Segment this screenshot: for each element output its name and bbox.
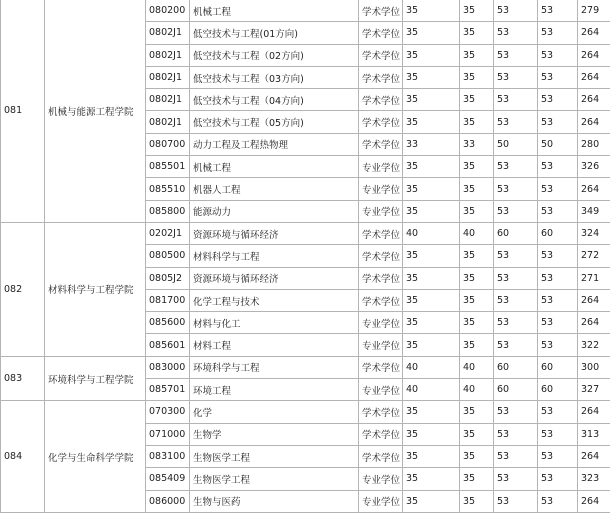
politics-score-cell: 35 [403,66,460,88]
subject2-score-cell: 53 [538,289,578,311]
total-score-cell: 264 [578,66,610,88]
subject1-score-cell: 53 [494,200,538,222]
major-code-cell: 081700 [146,289,190,311]
foreign-lang-score-cell: 35 [460,423,494,445]
major-name-cell: 机械工程 [190,156,359,178]
subject1-score-cell: 53 [494,156,538,178]
college-code-cell: 082 [1,222,45,356]
subject1-score-cell: 53 [494,111,538,133]
total-score-cell: 264 [578,289,610,311]
degree-type-cell: 学术学位 [359,22,403,44]
subject2-score-cell: 53 [538,44,578,66]
politics-score-cell: 40 [403,356,460,378]
politics-score-cell: 35 [403,423,460,445]
major-name-cell: 低空技术与工程（05方向) [190,111,359,133]
subject2-score-cell: 53 [538,178,578,200]
major-code-cell: 0202J1 [146,222,190,244]
subject1-score-cell: 60 [494,222,538,244]
foreign-lang-score-cell: 35 [460,22,494,44]
major-code-cell: 0802J1 [146,22,190,44]
major-code-cell: 085510 [146,178,190,200]
total-score-cell: 264 [578,445,610,467]
degree-type-cell: 学术学位 [359,44,403,66]
politics-score-cell: 35 [403,111,460,133]
foreign-lang-score-cell: 35 [460,334,494,356]
college-name-cell: 机械与能源工程学院 [45,0,146,222]
table-row [1,222,610,244]
major-code-cell: 080700 [146,133,190,155]
subject1-score-cell: 53 [494,178,538,200]
politics-score-cell: 40 [403,379,460,401]
major-code-cell: 085409 [146,468,190,490]
subject1-score-cell: 53 [494,490,538,512]
subject2-score-cell: 53 [538,423,578,445]
subject1-score-cell: 53 [494,423,538,445]
degree-type-cell: 专业学位 [359,468,403,490]
major-name-cell: 资源环境与循环经济 [190,267,359,289]
foreign-lang-score-cell: 35 [460,0,494,22]
politics-score-cell: 35 [403,267,460,289]
major-code-cell: 085701 [146,379,190,401]
degree-type-cell: 学术学位 [359,222,403,244]
major-name-cell: 动力工程及工程热物理 [190,133,359,155]
subject2-score-cell: 53 [538,89,578,111]
subject1-score-cell: 53 [494,245,538,267]
degree-type-cell: 学术学位 [359,66,403,88]
politics-score-cell: 35 [403,22,460,44]
subject2-score-cell: 53 [538,156,578,178]
degree-type-cell: 专业学位 [359,156,403,178]
total-score-cell: 272 [578,245,610,267]
foreign-lang-score-cell: 40 [460,222,494,244]
subject2-score-cell: 53 [538,245,578,267]
subject1-score-cell: 53 [494,66,538,88]
politics-score-cell: 35 [403,334,460,356]
subject2-score-cell: 60 [538,379,578,401]
major-code-cell: 085601 [146,334,190,356]
politics-score-cell: 35 [403,178,460,200]
politics-score-cell: 35 [403,468,460,490]
subject1-score-cell: 53 [494,289,538,311]
major-name-cell: 机器人工程 [190,178,359,200]
subject2-score-cell: 50 [538,133,578,155]
degree-type-cell: 专业学位 [359,178,403,200]
major-code-cell: 085800 [146,200,190,222]
subject2-score-cell: 53 [538,468,578,490]
total-score-cell: 279 [578,0,610,22]
degree-type-cell: 学术学位 [359,423,403,445]
total-score-cell: 300 [578,356,610,378]
subject2-score-cell: 53 [538,334,578,356]
table-row [1,356,610,378]
major-code-cell: 085501 [146,156,190,178]
college-code-cell: 081 [1,0,45,222]
subject2-score-cell: 53 [538,0,578,22]
degree-type-cell: 学术学位 [359,267,403,289]
degree-type-cell: 学术学位 [359,289,403,311]
college-name-cell: 材料科学与工程学院 [45,222,146,356]
total-score-cell: 264 [578,22,610,44]
subject2-score-cell: 60 [538,356,578,378]
major-name-cell: 化学 [190,401,359,423]
degree-type-cell: 专业学位 [359,379,403,401]
degree-type-cell: 专业学位 [359,490,403,512]
politics-score-cell: 35 [403,312,460,334]
major-name-cell: 化学工程与技术 [190,289,359,311]
total-score-cell: 271 [578,267,610,289]
major-code-cell: 070300 [146,401,190,423]
subject1-score-cell: 53 [494,312,538,334]
foreign-lang-score-cell: 35 [460,245,494,267]
degree-type-cell: 专业学位 [359,200,403,222]
politics-score-cell: 35 [403,490,460,512]
college-code-cell: 084 [1,401,45,512]
politics-score-cell: 35 [403,289,460,311]
foreign-lang-score-cell: 35 [460,289,494,311]
total-score-cell: 264 [578,178,610,200]
subject1-score-cell: 60 [494,356,538,378]
foreign-lang-score-cell: 35 [460,178,494,200]
total-score-cell: 322 [578,334,610,356]
degree-type-cell: 学术学位 [359,133,403,155]
foreign-lang-score-cell: 35 [460,156,494,178]
subject2-score-cell: 53 [538,312,578,334]
major-name-cell: 生物与医药 [190,490,359,512]
major-code-cell: 0802J1 [146,89,190,111]
degree-type-cell: 学术学位 [359,111,403,133]
total-score-cell: 327 [578,379,610,401]
major-code-cell: 083000 [146,356,190,378]
foreign-lang-score-cell: 35 [460,401,494,423]
subject2-score-cell: 53 [538,490,578,512]
major-name-cell: 生物医学工程 [190,468,359,490]
subject2-score-cell: 53 [538,22,578,44]
total-score-cell: 264 [578,89,610,111]
subject1-score-cell: 53 [494,267,538,289]
major-name-cell: 机械工程 [190,0,359,22]
major-code-cell: 080200 [146,0,190,22]
major-name-cell: 低空技术与工程(01方向) [190,22,359,44]
major-code-cell: 083100 [146,445,190,467]
major-code-cell: 0802J1 [146,44,190,66]
subject2-score-cell: 53 [538,267,578,289]
major-name-cell: 生物医学工程 [190,445,359,467]
foreign-lang-score-cell: 35 [460,66,494,88]
major-name-cell: 环境工程 [190,379,359,401]
table-row [1,0,610,22]
major-name-cell: 环境科学与工程 [190,356,359,378]
subject2-score-cell: 53 [538,200,578,222]
foreign-lang-score-cell: 35 [460,267,494,289]
major-code-cell: 0802J1 [146,111,190,133]
total-score-cell: 349 [578,200,610,222]
major-code-cell: 080500 [146,245,190,267]
subject1-score-cell: 53 [494,44,538,66]
major-name-cell: 低空技术与工程（03方向) [190,66,359,88]
degree-type-cell: 学术学位 [359,0,403,22]
subject2-score-cell: 53 [538,111,578,133]
total-score-cell: 264 [578,44,610,66]
total-score-cell: 326 [578,156,610,178]
table-row [1,401,610,423]
college-name-cell: 环境科学与工程学院 [45,356,146,401]
major-name-cell: 能源动力 [190,200,359,222]
total-score-cell: 324 [578,222,610,244]
subject1-score-cell: 53 [494,445,538,467]
major-name-cell: 资源环境与循环经济 [190,222,359,244]
total-score-cell: 264 [578,490,610,512]
foreign-lang-score-cell: 35 [460,468,494,490]
degree-type-cell: 学术学位 [359,89,403,111]
degree-type-cell: 专业学位 [359,312,403,334]
subject1-score-cell: 53 [494,89,538,111]
subject1-score-cell: 53 [494,334,538,356]
politics-score-cell: 35 [403,44,460,66]
politics-score-cell: 33 [403,133,460,155]
major-code-cell: 0802J1 [146,66,190,88]
degree-type-cell: 学术学位 [359,401,403,423]
subject2-score-cell: 53 [538,66,578,88]
politics-score-cell: 35 [403,401,460,423]
foreign-lang-score-cell: 35 [460,445,494,467]
total-score-cell: 323 [578,468,610,490]
politics-score-cell: 35 [403,156,460,178]
politics-score-cell: 40 [403,222,460,244]
degree-type-cell: 专业学位 [359,334,403,356]
major-code-cell: 071000 [146,423,190,445]
major-name-cell: 材料与化工 [190,312,359,334]
politics-score-cell: 35 [403,445,460,467]
foreign-lang-score-cell: 40 [460,356,494,378]
foreign-lang-score-cell: 35 [460,44,494,66]
total-score-cell: 280 [578,133,610,155]
degree-type-cell: 学术学位 [359,356,403,378]
foreign-lang-score-cell: 35 [460,111,494,133]
college-code-cell: 083 [1,356,45,401]
major-name-cell: 生物学 [190,423,359,445]
subject1-score-cell: 53 [494,0,538,22]
major-code-cell: 085600 [146,312,190,334]
total-score-cell: 264 [578,312,610,334]
major-name-cell: 材料科学与工程 [190,245,359,267]
major-name-cell: 低空技术与工程（04方向) [190,89,359,111]
subject2-score-cell: 60 [538,222,578,244]
major-code-cell: 086000 [146,490,190,512]
degree-type-cell: 学术学位 [359,245,403,267]
politics-score-cell: 35 [403,0,460,22]
degree-type-cell: 学术学位 [359,445,403,467]
subject1-score-cell: 53 [494,401,538,423]
major-name-cell: 低空技术与工程（02方向) [190,44,359,66]
foreign-lang-score-cell: 35 [460,200,494,222]
politics-score-cell: 35 [403,245,460,267]
total-score-cell: 313 [578,423,610,445]
total-score-cell: 264 [578,401,610,423]
foreign-lang-score-cell: 35 [460,89,494,111]
politics-score-cell: 35 [403,89,460,111]
subject2-score-cell: 53 [538,445,578,467]
foreign-lang-score-cell: 35 [460,312,494,334]
major-code-cell: 0805J2 [146,267,190,289]
total-score-cell: 264 [578,111,610,133]
foreign-lang-score-cell: 33 [460,133,494,155]
subject1-score-cell: 53 [494,22,538,44]
subject1-score-cell: 53 [494,468,538,490]
subject1-score-cell: 60 [494,379,538,401]
politics-score-cell: 35 [403,200,460,222]
major-name-cell: 材料工程 [190,334,359,356]
foreign-lang-score-cell: 40 [460,379,494,401]
foreign-lang-score-cell: 35 [460,490,494,512]
subject2-score-cell: 53 [538,401,578,423]
subject1-score-cell: 50 [494,133,538,155]
college-name-cell: 化学与生命科学学院 [45,401,146,512]
